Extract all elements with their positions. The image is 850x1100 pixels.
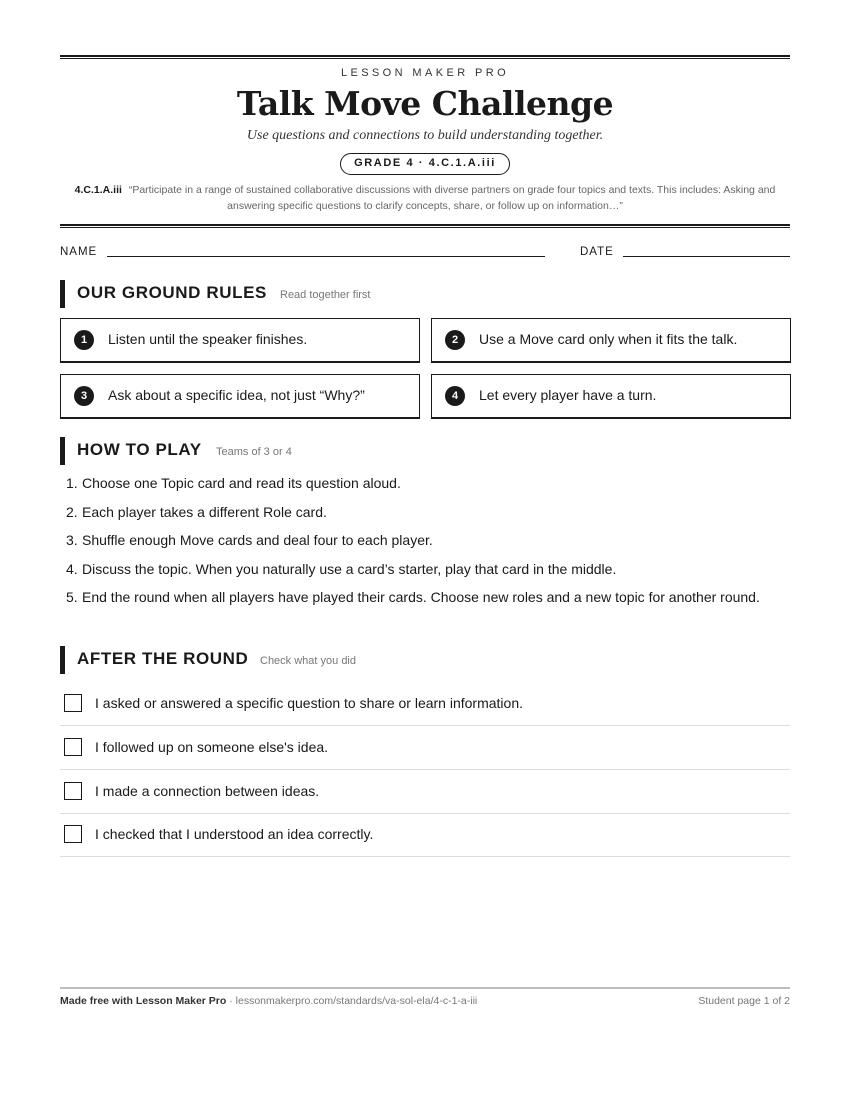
section-accent-bar xyxy=(60,437,65,465)
name-label: NAME xyxy=(60,246,98,258)
instruction-step: 3. Shuffle enough Move cards and deal four to each player. xyxy=(66,532,433,548)
date-label: DATE xyxy=(580,246,614,258)
instruction-step: 5. End the round when all players have played their cards. Choose new roles and a new topic for another round. xyxy=(66,589,760,605)
checkbox[interactable] xyxy=(64,782,82,800)
checkbox[interactable] xyxy=(64,825,82,843)
grade-badge: GRADE 4 · 4.C.1.A.iii xyxy=(340,153,510,175)
worksheet-page xyxy=(60,0,790,1100)
rule-text: Use a Move card only when it fits the talk. xyxy=(479,331,738,347)
checklist-label: I asked or answered a specific question to share or learn information. xyxy=(95,695,524,711)
instruction-step: 1. Choose one Topic card and read its question aloud. xyxy=(66,475,401,491)
rule-text: Ask about a specific idea, not just “Why?” xyxy=(108,387,365,403)
section-heading: HOW TO PLAY xyxy=(77,440,202,459)
instructions-list xyxy=(66,473,790,616)
rule-text: Listen until the speaker finishes. xyxy=(108,331,308,347)
section-heading: AFTER THE ROUND xyxy=(77,649,249,668)
instruction-step: 4. Discuss the topic. When you naturally use a card’s starter, play that card in the middle. xyxy=(66,560,617,577)
brand-name: LESSON MAKER PRO xyxy=(340,67,510,79)
section-accent-bar xyxy=(60,646,65,674)
checkbox[interactable] xyxy=(64,694,82,712)
footer-url[interactable]: lessonmakerpro.com/standards/va-sol-ela/4-c-1-a-iii xyxy=(235,995,478,1007)
rule-number-badge: 4 xyxy=(445,386,465,406)
checklist-item xyxy=(60,726,790,770)
date-field[interactable] xyxy=(623,256,790,257)
header-divider xyxy=(60,224,790,228)
rule-number-badge: 3 xyxy=(74,386,94,406)
section-note: Teams of 3 or 4 xyxy=(216,446,292,458)
footer-divider xyxy=(60,987,790,989)
section-note: Check what you did xyxy=(260,655,356,667)
top-divider xyxy=(60,55,790,59)
checklist-label: I made a connection between ideas. xyxy=(95,783,320,799)
checklist-label: I checked that I understood an idea correctly. xyxy=(95,826,374,842)
section-accent-bar xyxy=(60,280,65,308)
footer-credit: Made free with Lesson Maker Pro · lessonmakerpro.com/standards/va-sol-ela/4-c-1-a-iii xyxy=(60,995,478,1007)
ground-rule-card xyxy=(60,374,420,419)
page-title: Talk Move Challenge xyxy=(236,84,614,123)
page-subtitle: Use questions and connections to build understanding together. xyxy=(246,128,604,143)
footer-made-with: Made free with Lesson Maker Pro xyxy=(60,995,227,1007)
standard-text: “Participate in a range of sustained collaborative discussions with diverse partners on grade four topics and texts. This includes: Asking and answering specific questions to clarify concepts, share, or follow up on information…” xyxy=(128,184,776,212)
name-field[interactable] xyxy=(107,256,545,257)
checklist-item xyxy=(60,813,790,857)
standard-description xyxy=(70,182,780,214)
ground-rule-card xyxy=(431,374,791,419)
section-heading: OUR GROUND RULES xyxy=(77,283,267,302)
rule-number-badge: 1 xyxy=(74,330,94,350)
ground-rule-card xyxy=(431,318,791,363)
page-number: Student page 1 of 2 xyxy=(698,995,790,1007)
checkbox[interactable] xyxy=(64,738,82,756)
ground-rule-card xyxy=(60,318,420,363)
rule-text: Let every player have a turn. xyxy=(479,387,657,403)
standard-code: 4.C.1.A.iii xyxy=(74,184,122,196)
section-note: Read together first xyxy=(280,289,371,301)
rule-number-badge: 2 xyxy=(445,330,465,350)
checklist-label: I followed up on someone else's idea. xyxy=(95,739,329,755)
instruction-step: 2. Each player takes a different Role card. xyxy=(66,503,327,520)
checklist-item xyxy=(60,682,790,726)
checklist-item xyxy=(60,770,790,814)
